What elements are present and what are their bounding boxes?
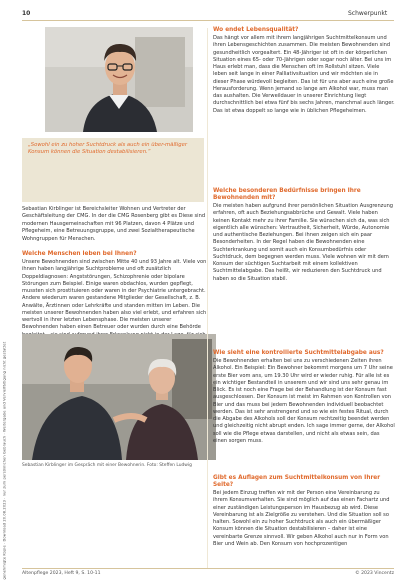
left-body-text: Unsere Bewohnenden sind zwischen Mitte 40 und 93 Jahre alt. Viele von ihnen haben langjährige Suchtprobleme und oft zusätzlich Doppeldiagnosen: Angststörungen, Schizophrenie oder bipolare Störungen zum Beispiel. Einige waren obdachlos, wurden gepflegt, mussten sich prostituieren oder waren in der Psychiatrie untergebracht. Andere wiederum waren gestandene Mitglieder der Gesellschaft, z. B. Anwälte, Ärztinnen oder Lehrkräfte und standen mitten im Leben. Die meisten unserer Bewohnenden haben also viel erlebt, und erfahren sich wertvoll in ihrer letzten Lebensphase. Die meisten unserer Bewohnenden haben einen Betreuer oder wurden durch eine Behörde: [22, 259, 207, 331]
right-heading-4: Gibt es Auflagen zum Suchtmittelkonsum von Ihrer Seite?: [213, 475, 381, 489]
right-body-2: Die meisten haben aufgrund ihrer persönlichen Situation Ausgrenzung erfahren, oft auch Beziehungsabbrüche und Gewalt. Viele haben keinen Kontakt mehr zu ihrer Familie. Sie wünschen sich da, was sich eigentlich alle wünschen: Vertrautheit, Sicherheit, Würde, Autonomie und authentische Beziehungen. Bei ihnen zeigen sich ein paar Besonderheiten. In der Regel haben die Bewohnenden eine Suchterkrankung und somit auch ein Konsumbedürfnis oder Suchtdruck, dem begegnen werden muss. Viele wohnen wir mit dem Konsum der süchtigen Suchtarbeit mit einem kollektiven Suchtmittelabgabe. Das heißt, wir reduzieren den Suchtdruck und haben so die Situation stabil.: [213, 203, 394, 282]
pull-quote: „Sowohl ein zu hoher Suchtdruck als auch ein über-mäßiger Konsum können die Situation destabilisieren.“: [28, 142, 188, 156]
right-body-1: Das hängt vor allem mit ihrem langjährigen Suchtmittelkonsum und ihren Lebensgeschichten zusammen. Die meisten Bewohnenden sind gesundheitlich vorgealtert. Ein 48-Jähriger ist oft in der körperlichen Situation eines 65- oder 70-Jährigen oder sogar noch älter. Bei uns im Haus erlebt man, dass die Menschen oft im Rollstuhl sitzen. Viele leben seit lange in einer Palliativsituation und wir möchten sie in dieser Phase würdevoll begleiten. Das ist für uns aber auch eine große Herausforderung. Wenn jemand so lange am Alkohol war, muss man das aushalten. Die Verweildauer in unserer Einrichtung liegt durchschnittlich bei etwa fünf bis sechs Jahren, manchmal auch länger. Das ist etwa doppelt so lange wie in üblichen Pflegeheimen.: [213, 35, 395, 114]
page-number: 10: [22, 10, 31, 17]
right-heading-3: Wie sieht eine kontrollierte Suchtmittelabgabe aus?: [213, 350, 384, 356]
header-divider: [22, 20, 394, 21]
right-heading-1: Wo endet Lebensqualität?: [213, 27, 299, 33]
footer-copyright: © 2023 Vincentz: [355, 571, 394, 576]
left-heading: Welche Menschen leben bei Ihnen?: [22, 251, 137, 257]
interview-photo: [22, 334, 216, 460]
right-heading-2: Welche besonderen Bedürfnisse bringen Ihre Bewohnenden mit?: [213, 188, 361, 202]
footer-citation: Altenpflege 2023, Heft 9, S. 10-11: [22, 571, 101, 576]
author-caption: Sebastian Kirblinger ist Bereichsleiter Wohnen und Vertreter der Geschäftsleitung der CMG. In der die CMG Rosenberg gibt es Diese sind modernen Hausgemeinschaften mit 96 Platzen, davon 4 Plätze und Pflegeheim, eine Betreuungsgruppe, und zwei Sozialtherapeutische Wohngruppen für Menschen.: [22, 206, 206, 242]
footer-divider: [22, 568, 394, 569]
sidebar-strip: [0, 0, 9, 585]
column-divider: [207, 28, 208, 569]
portrait-photo: [45, 27, 193, 132]
photo-caption: Sebastian Kirblinger im Gespräch mit einer Bewohnerin. Foto: Steffen Ludwig: [22, 463, 192, 468]
right-body-4: Bei jedem Einzug treffen wir mit der Person eine Vereinbarung zu ihrem Konsumverhalten. Sie sind möglich auf das einen Fachartz und einer zuständigen Leistungsperson im Hausbezug ab wird. Diese Vereinbarung ist als Zielgröße zu verstehen. Und die Situation soll so halten. Sowohl ein zu hoher Suchtdruck als auch ein übermäßiger Konsum können die Situation destabilisieren – daher ist eine vereinbarte Grenze sinnvoll. Wir geben Alkohol auch nur in Form von Bier und Wein ab. Den Konsum von hochprozentigen: [213, 490, 390, 547]
sidebar-copyright-text: genehmigte Kopie · Download 20.08.2023 · nur zum persönlichen Gebrauch · Weitergabe und Vervielfältigung nicht gestattet: [2, 341, 7, 580]
right-body-3: Die Bewohnenden erhalten bei uns zu verschiedenen Zeiten ihren Alkohol. Ein Beispiel: Ein Bewohner bekommt morgens um 7 Uhr seine erste Bier vom ans, um 19.30 Uhr wird er wieder ruhig. Für alle ist es ein wichtiger Bestandteil in unserem und wir sind uns sehr genau im Blick. Es ist noch eine Frage bei der Behandlung ist der Konsum fast ausgeschlossen. Der Konsum ist meist im Rahmen von Kontrollen von Bier und das muss bei jedem Bewohnenden individuell beobachtet werden. Das ist sehr anstrengend und so wie ein festes Ritual, durch die Abgabe des Alkohols soll der Konsum rechtzeitig beendet werden und gleichzeitig nicht abrupt enden. Ich sage immer gerne, der Alkohol soll wie die Pflege etwas darstellen, und nicht als etwas sein, das einen sorgen muss.: [213, 358, 395, 444]
section-label: Schwerpunkt: [348, 10, 388, 17]
